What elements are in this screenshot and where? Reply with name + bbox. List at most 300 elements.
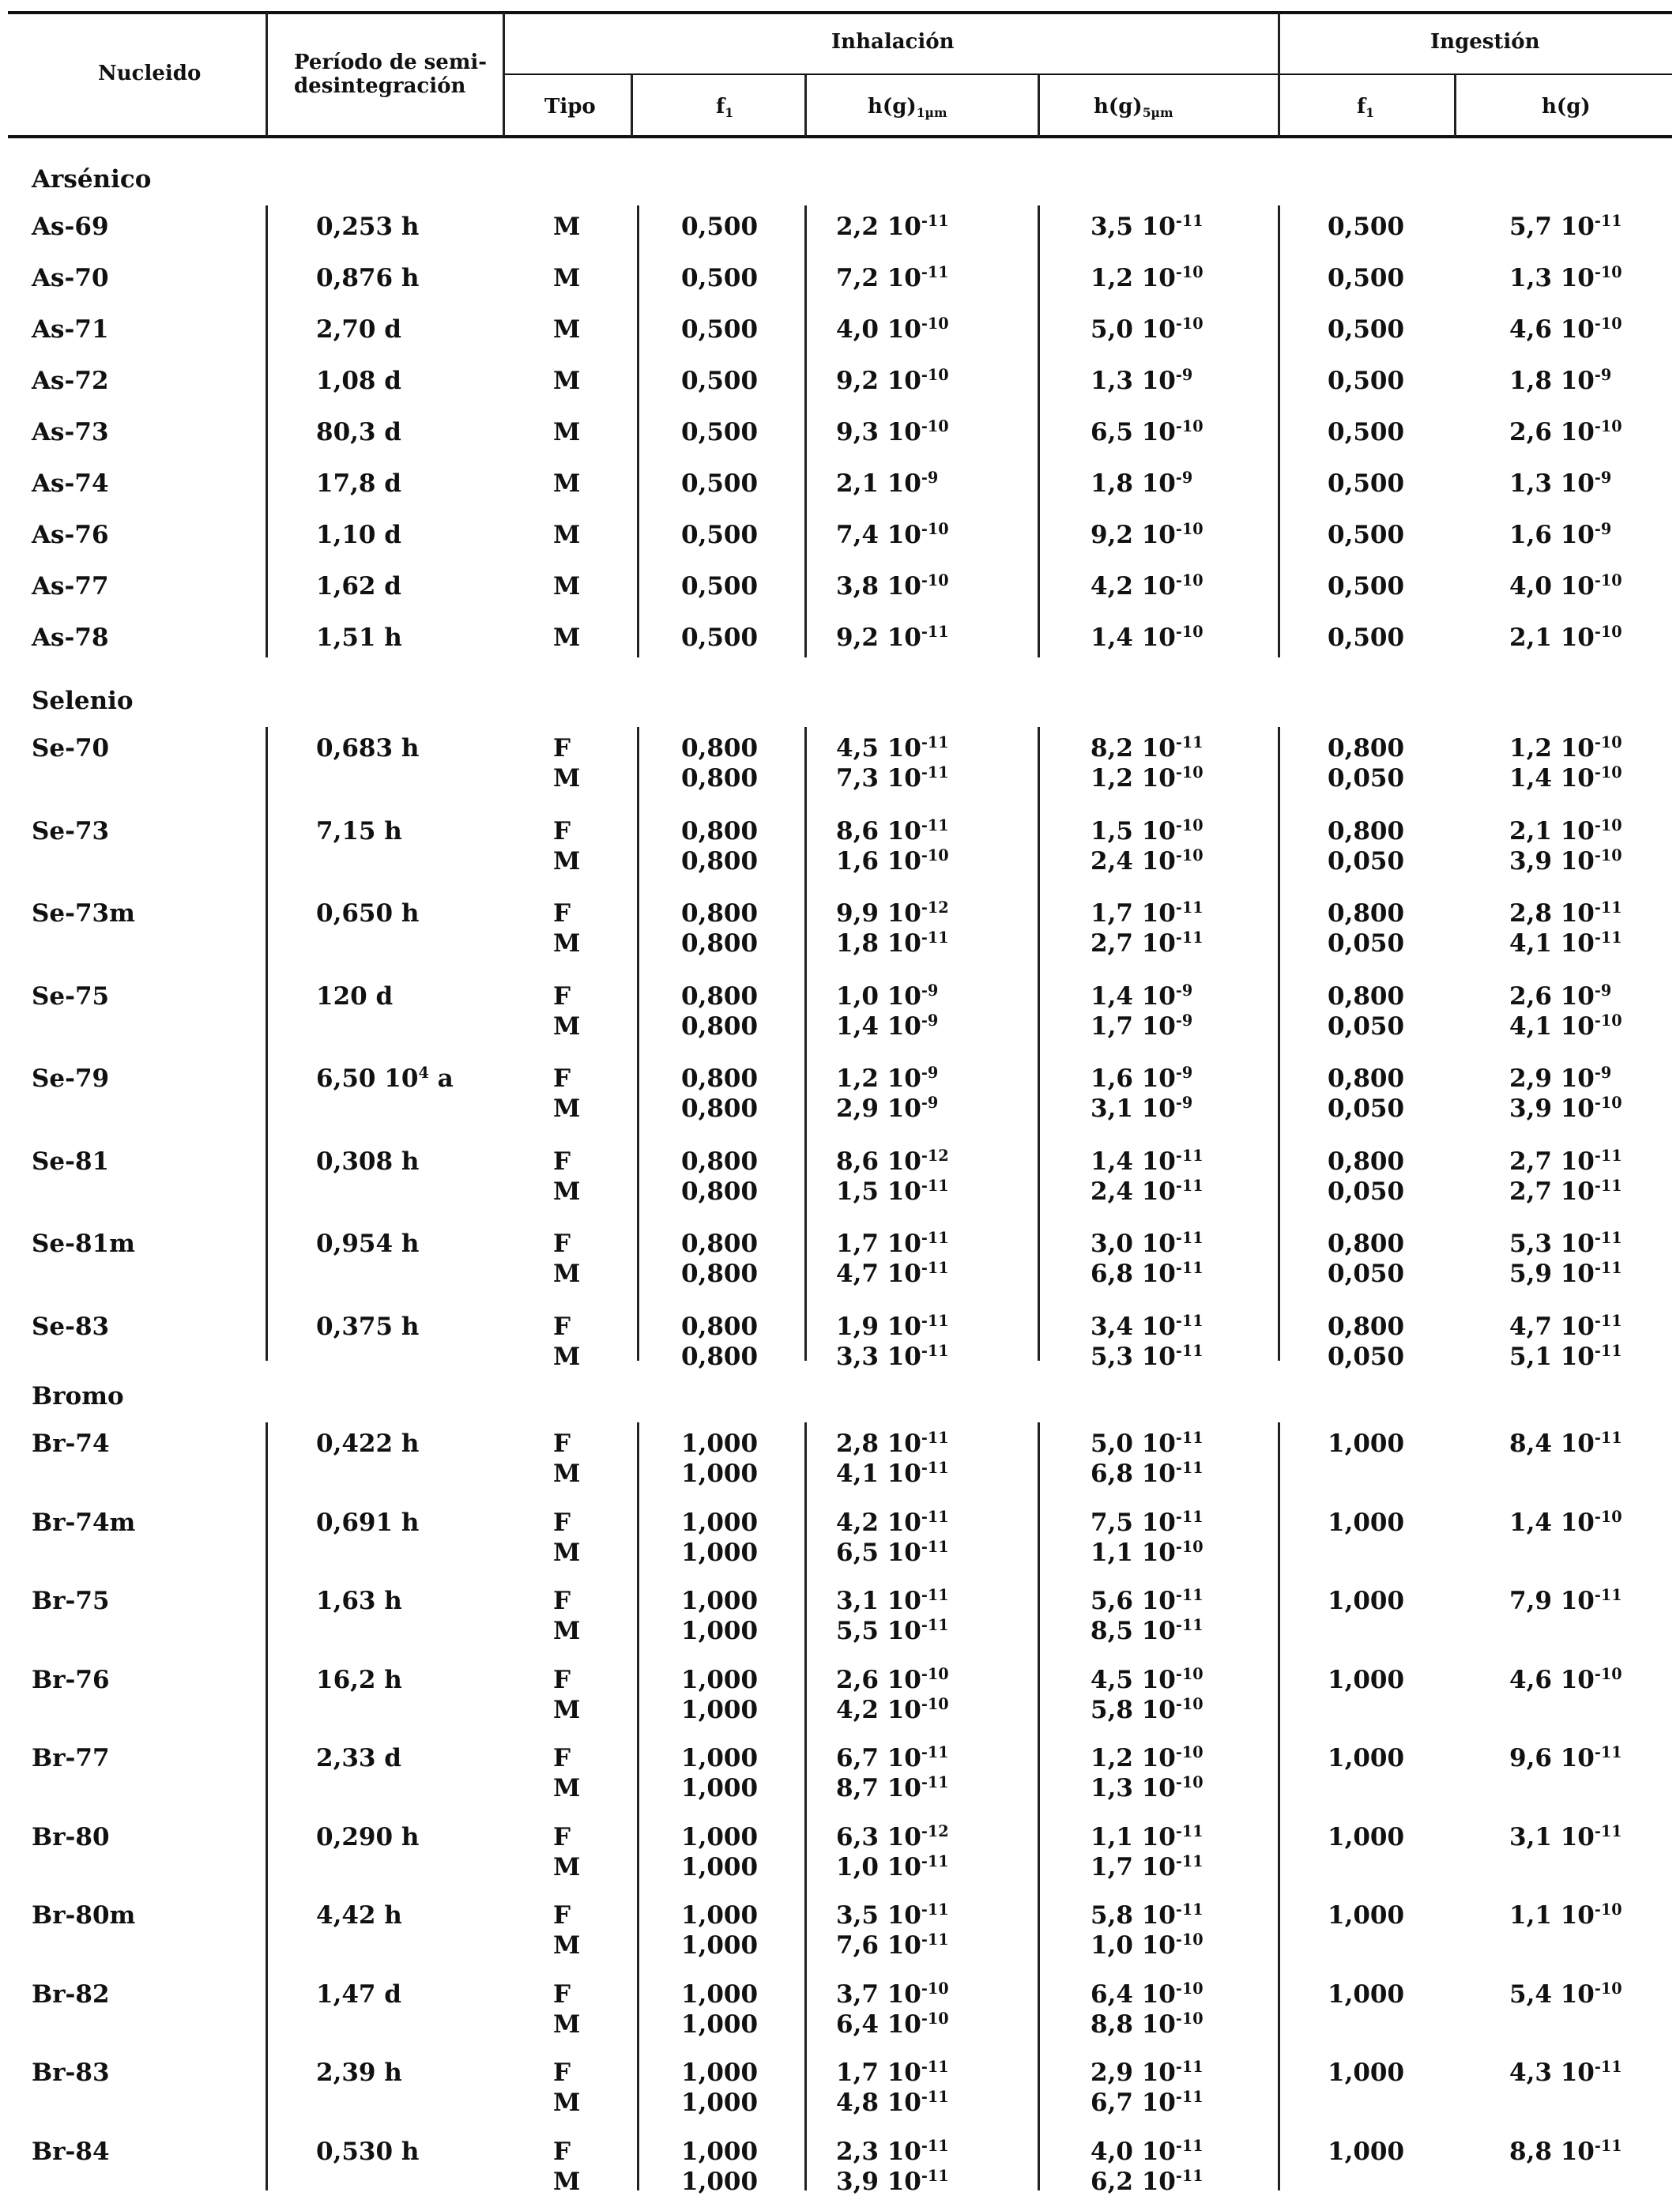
header-periodo-line2: desintegración xyxy=(294,74,466,98)
column-separator xyxy=(1278,1422,1280,2190)
absorption-type: M xyxy=(553,846,581,876)
inhalation-hg-1um: 7,4 $10^{-10}$ xyxy=(836,520,949,549)
inhalation-f1: 1,000 xyxy=(681,1901,759,1930)
absorption-type: M xyxy=(553,1617,581,1645)
ingestion-hg: 8,4 $10^{-11}$ xyxy=(1509,1429,1622,1458)
column-separator xyxy=(637,205,639,657)
half-life: 2,39 h xyxy=(316,2059,402,2087)
inhalation-hg-1um: 6,4 $10^{-10}$ xyxy=(836,2009,949,2039)
ingestion-hg: 5,4 $10^{-10}$ xyxy=(1509,1979,1622,2009)
inhalation-hg-1um: 1,0 $10^{-9}$ xyxy=(836,981,939,1011)
column-separator xyxy=(266,1422,268,2190)
absorption-type: F xyxy=(553,2137,571,2166)
half-life: 0,308 h xyxy=(316,1147,420,1176)
ingestion-hg: 1,8 $10^{-9}$ xyxy=(1509,366,1612,395)
ingestion-hg: 4,3 $10^{-11}$ xyxy=(1509,2058,1622,2087)
ingestion-f1: 0,050 xyxy=(1328,846,1405,876)
header-nucleido: Nucleido xyxy=(98,62,202,85)
ingestion-f1: 0,800 xyxy=(1328,1064,1405,1093)
inhalation-hg-1um: 7,3 $10^{-11}$ xyxy=(836,763,949,793)
ingestion-f1: 1,000 xyxy=(1328,2059,1405,2087)
inhalation-hg-5um: 1,2 $10^{-10}$ xyxy=(1090,763,1203,793)
absorption-type: M xyxy=(553,1931,581,1960)
ingestion-hg: 2,7 $10^{-11}$ xyxy=(1509,1176,1622,1206)
ingestion-hg: 1,1 $10^{-10}$ xyxy=(1509,1900,1622,1930)
absorption-type: M xyxy=(553,1774,581,1802)
absorption-type: M xyxy=(553,1342,581,1371)
inhalation-hg-5um: 1,4 $10^{-11}$ xyxy=(1090,1146,1203,1176)
absorption-type: F xyxy=(553,1822,571,1851)
half-life: 0,683 h xyxy=(316,734,420,763)
column-separator xyxy=(266,727,268,1361)
nuclide-name: As-78 xyxy=(32,623,109,652)
inhalation-hg-5um: 2,4 $10^{-11}$ xyxy=(1090,1176,1203,1206)
inhalation-hg-1um: 6,5 $10^{-11}$ xyxy=(836,1537,949,1567)
column-separator xyxy=(637,1422,639,2190)
absorption-type: F xyxy=(553,1230,571,1258)
ingestion-hg: 5,9 $10^{-11}$ xyxy=(1509,1259,1622,1288)
inhalation-hg-1um: 3,1 $10^{-11}$ xyxy=(836,1586,949,1615)
ingestion-hg: 1,6 $10^{-9}$ xyxy=(1509,520,1612,549)
inhalation-hg-1um: 6,7 $10^{-11}$ xyxy=(836,1743,949,1772)
absorption-type: M xyxy=(553,1538,581,1567)
absorption-type: M xyxy=(553,1460,581,1488)
inhalation-hg-5um: 9,2 $10^{-10}$ xyxy=(1090,520,1203,549)
header-tipo: Tipo xyxy=(544,95,596,119)
absorption-type: M xyxy=(553,623,581,652)
inhalation-hg-1um: 1,9 $10^{-11}$ xyxy=(836,1311,949,1341)
column-separator xyxy=(1038,205,1040,657)
half-life: 0,691 h xyxy=(316,1508,420,1537)
inhalation-f1: 1,000 xyxy=(681,1822,759,1851)
absorption-type: M xyxy=(553,2010,581,2039)
inhalation-hg-5um: 1,7 $10^{-9}$ xyxy=(1090,1011,1193,1041)
absorption-type: F xyxy=(553,1979,571,2009)
ingestion-f1: 1,000 xyxy=(1328,1979,1405,2009)
header-ingestion: Ingestión xyxy=(1430,30,1540,54)
absorption-type: F xyxy=(553,2059,571,2087)
ingestion-hg: 1,3 $10^{-9}$ xyxy=(1509,469,1612,498)
inhalation-hg-5um: 1,0 $10^{-10}$ xyxy=(1090,1930,1203,1960)
inhalation-hg-1um: 1,4 $10^{-9}$ xyxy=(836,1011,939,1041)
header-ing-hg: h(g) xyxy=(1542,95,1591,119)
inhalation-f1: 0,800 xyxy=(681,1064,759,1093)
ingestion-f1: 0,500 xyxy=(1328,367,1405,395)
inhalation-hg-5um: 1,1 $10^{-11}$ xyxy=(1090,1821,1203,1851)
inhalation-hg-5um: 6,5 $10^{-10}$ xyxy=(1090,417,1203,446)
header-sep-hg1 xyxy=(1038,75,1040,137)
ingestion-hg: 2,1 $10^{-10}$ xyxy=(1509,623,1622,652)
inhalation-f1: 0,500 xyxy=(681,367,759,395)
inhalation-hg-5um: 1,3 $10^{-9}$ xyxy=(1090,366,1193,395)
ingestion-hg: 5,3 $10^{-11}$ xyxy=(1509,1229,1622,1258)
nuclide-name: As-73 xyxy=(32,418,109,446)
inhalation-f1: 1,000 xyxy=(681,2059,759,2087)
absorption-type: F xyxy=(553,1508,571,1537)
absorption-type: M xyxy=(553,2167,581,2196)
nuclide-name: Br-76 xyxy=(32,1665,110,1694)
inhalation-f1: 0,800 xyxy=(681,1230,759,1258)
inhalation-hg-1um: 9,2 $10^{-11}$ xyxy=(836,623,949,652)
ingestion-f1: 0,050 xyxy=(1328,1094,1405,1123)
inhalation-hg-1um: 1,0 $10^{-11}$ xyxy=(836,1851,949,1881)
ingestion-f1: 0,500 xyxy=(1328,572,1405,601)
inhalation-hg-5um: 3,5 $10^{-11}$ xyxy=(1090,212,1203,241)
inhalation-hg-5um: 3,0 $10^{-11}$ xyxy=(1090,1229,1203,1258)
ingestion-f1: 0,800 xyxy=(1328,981,1405,1011)
ingestion-f1: 0,800 xyxy=(1328,1147,1405,1176)
ingestion-f1: 0,500 xyxy=(1328,213,1405,241)
header-ing-f1: $f_1$ xyxy=(1357,95,1375,120)
inhalation-hg-1um: 4,8 $10^{-11}$ xyxy=(836,2088,949,2117)
ingestion-f1: 0,050 xyxy=(1328,1177,1405,1206)
ingestion-f1: 0,050 xyxy=(1328,764,1405,793)
absorption-type: F xyxy=(553,1429,571,1458)
absorption-type: F xyxy=(553,816,571,846)
absorption-type: F xyxy=(553,1587,571,1615)
half-life: 1,62 d xyxy=(316,572,401,601)
ingestion-f1: 0,800 xyxy=(1328,1312,1405,1341)
column-separator xyxy=(1278,205,1280,657)
absorption-type: F xyxy=(553,1901,571,1930)
absorption-type: F xyxy=(553,1312,571,1341)
inhalation-hg-5um: 6,8 $10^{-11}$ xyxy=(1090,1259,1203,1288)
inhalation-hg-5um: 8,2 $10^{-11}$ xyxy=(1090,733,1203,763)
section-heading: Bromo xyxy=(32,1382,124,1411)
nuclide-name: Se-75 xyxy=(32,981,110,1011)
nuclide-name: As-76 xyxy=(32,521,109,549)
inhalation-f1: 1,000 xyxy=(681,2089,759,2117)
half-life: 2,70 d xyxy=(316,315,401,344)
ingestion-f1: 0,500 xyxy=(1328,623,1405,652)
inhalation-hg-5um: 1,4 $10^{-10}$ xyxy=(1090,623,1203,652)
absorption-type: M xyxy=(553,2089,581,2117)
inhalation-f1: 0,800 xyxy=(681,734,759,763)
half-life: 1,63 h xyxy=(316,1587,402,1615)
ingestion-f1: 0,500 xyxy=(1328,521,1405,549)
half-life: 6,50 $10^4$ a xyxy=(316,1064,454,1093)
ingestion-f1: 1,000 xyxy=(1328,1901,1405,1930)
absorption-type: F xyxy=(553,1744,571,1772)
inhalation-hg-1um: 4,5 $10^{-11}$ xyxy=(836,733,949,763)
ingestion-hg: 8,8 $10^{-11}$ xyxy=(1509,2136,1622,2166)
ingestion-hg: 2,1 $10^{-10}$ xyxy=(1509,815,1622,846)
inhalation-hg-1um: 9,2 $10^{-10}$ xyxy=(836,366,949,395)
inhalation-f1: 0,500 xyxy=(681,521,759,549)
nuclide-name: Se-73m xyxy=(32,899,135,928)
inhalation-hg-5um: 1,7 $10^{-11}$ xyxy=(1090,898,1203,928)
absorption-type: M xyxy=(553,213,581,241)
half-life: 17,8 d xyxy=(316,469,401,498)
inhalation-hg-1um: 4,2 $10^{-11}$ xyxy=(836,1507,949,1537)
ingestion-f1: 0,800 xyxy=(1328,734,1405,763)
header-hg-1um: $h(g)_{1\mu m}$ xyxy=(868,95,947,120)
nuclide-name: Se-73 xyxy=(32,816,110,846)
ingestion-hg: 3,9 $10^{-10}$ xyxy=(1509,846,1622,876)
half-life: 0,954 h xyxy=(316,1230,420,1258)
inhalation-f1: 0,800 xyxy=(681,1312,759,1341)
ingestion-hg: 5,1 $10^{-11}$ xyxy=(1509,1341,1622,1371)
nuclide-name: Br-84 xyxy=(32,2137,110,2166)
inhalation-hg-1um: 3,7 $10^{-10}$ xyxy=(836,1979,949,2009)
absorption-type: M xyxy=(553,469,581,498)
nuclide-name: As-70 xyxy=(32,264,109,292)
half-life: 4,42 h xyxy=(316,1901,402,1930)
inhalation-hg-1um: 1,5 $10^{-11}$ xyxy=(836,1176,949,1206)
inhalation-f1: 1,000 xyxy=(681,1744,759,1772)
absorption-type: F xyxy=(553,734,571,763)
inhalation-f1: 0,800 xyxy=(681,1342,759,1371)
inhalation-hg-5um: 1,2 $10^{-10}$ xyxy=(1090,263,1203,292)
absorption-type: M xyxy=(553,1011,581,1041)
inhalation-hg-1um: 7,2 $10^{-11}$ xyxy=(836,263,949,292)
inhalation-f1: 0,800 xyxy=(681,1177,759,1206)
inhalation-hg-5um: 1,8 $10^{-9}$ xyxy=(1090,469,1193,498)
inhalation-f1: 1,000 xyxy=(681,1665,759,1694)
header-f1: $f_1$ xyxy=(716,95,734,120)
ingestion-hg: 2,6 $10^{-10}$ xyxy=(1509,417,1622,446)
header-hg-5um: $h(g)_{5\mu m}$ xyxy=(1094,95,1173,120)
inhalation-f1: 0,500 xyxy=(681,469,759,498)
half-life: 2,33 d xyxy=(316,1744,401,1772)
column-separator xyxy=(1278,727,1280,1361)
inhalation-hg-1um: 1,6 $10^{-10}$ xyxy=(836,846,949,876)
inhalation-hg-5um: 1,7 $10^{-11}$ xyxy=(1090,1851,1203,1881)
inhalation-hg-1um: 4,0 $10^{-10}$ xyxy=(836,315,949,344)
inhalation-f1: 0,800 xyxy=(681,764,759,793)
ingestion-hg: 1,3 $10^{-10}$ xyxy=(1509,263,1622,292)
inhalation-f1: 0,800 xyxy=(681,929,759,958)
absorption-type: M xyxy=(553,521,581,549)
absorption-type: M xyxy=(553,1852,581,1881)
column-separator xyxy=(637,727,639,1361)
inhalation-hg-1um: 4,7 $10^{-11}$ xyxy=(836,1259,949,1288)
inhalation-f1: 0,800 xyxy=(681,1147,759,1176)
inhalation-hg-5um: 3,4 $10^{-11}$ xyxy=(1090,1311,1203,1341)
inhalation-f1: 1,000 xyxy=(681,2010,759,2039)
inhalation-f1: 1,000 xyxy=(681,2137,759,2166)
ingestion-hg: 4,6 $10^{-10}$ xyxy=(1509,315,1622,344)
nuclide-name: As-71 xyxy=(32,315,109,344)
inhalation-f1: 0,800 xyxy=(681,1094,759,1123)
half-life: 16,2 h xyxy=(316,1665,402,1694)
inhalation-f1: 0,500 xyxy=(681,315,759,344)
half-life: 0,422 h xyxy=(316,1429,420,1458)
inhalation-hg-5um: 6,7 $10^{-11}$ xyxy=(1090,2088,1203,2117)
inhalation-f1: 1,000 xyxy=(681,1538,759,1567)
inhalation-f1: 1,000 xyxy=(681,1931,759,1960)
inhalation-f1: 0,500 xyxy=(681,623,759,652)
nuclide-name: Br-74 xyxy=(32,1429,110,1458)
ingestion-f1: 0,800 xyxy=(1328,816,1405,846)
half-life: 1,10 d xyxy=(316,521,401,549)
inhalation-f1: 0,500 xyxy=(681,213,759,241)
inhalation-f1: 0,500 xyxy=(681,418,759,446)
ingestion-hg: 7,9 $10^{-11}$ xyxy=(1509,1586,1622,1615)
inhalation-hg-5um: 6,8 $10^{-11}$ xyxy=(1090,1459,1203,1488)
absorption-type: M xyxy=(553,418,581,446)
ingestion-f1: 1,000 xyxy=(1328,2137,1405,2166)
inhalation-f1: 1,000 xyxy=(681,1587,759,1615)
absorption-type: F xyxy=(553,1147,571,1176)
inhalation-hg-5um: 4,0 $10^{-11}$ xyxy=(1090,2136,1203,2166)
inhalation-f1: 0,800 xyxy=(681,899,759,928)
inhalation-hg-1um: 6,3 $10^{-12}$ xyxy=(836,1821,949,1851)
inhalation-f1: 0,800 xyxy=(681,816,759,846)
inhalation-f1: 0,800 xyxy=(681,1011,759,1041)
inhalation-hg-1um: 5,5 $10^{-11}$ xyxy=(836,1616,949,1645)
inhalation-f1: 1,000 xyxy=(681,2167,759,2196)
inhalation-hg-5um: 5,6 $10^{-11}$ xyxy=(1090,1586,1203,1615)
column-separator xyxy=(1038,727,1040,1361)
nuclide-name: As-74 xyxy=(32,469,109,498)
section-heading: Selenio xyxy=(32,687,134,715)
nuclide-name: Br-77 xyxy=(32,1744,110,1772)
inhalation-hg-1um: 2,2 $10^{-11}$ xyxy=(836,212,949,241)
absorption-type: M xyxy=(553,929,581,958)
inhalacion-rule xyxy=(504,73,1672,75)
inhalation-hg-5um: 5,0 $10^{-10}$ xyxy=(1090,315,1203,344)
ingestion-f1: 0,500 xyxy=(1328,264,1405,292)
inhalation-hg-5um: 1,4 $10^{-9}$ xyxy=(1090,981,1193,1011)
nuclide-name: Br-75 xyxy=(32,1587,110,1615)
inhalation-hg-5um: 5,8 $10^{-11}$ xyxy=(1090,1900,1203,1930)
header-bottom-rule xyxy=(8,135,1672,138)
header-sep-f1 xyxy=(804,75,807,137)
ingestion-f1: 0,500 xyxy=(1328,469,1405,498)
nuclide-name: Se-83 xyxy=(32,1312,110,1341)
inhalation-hg-1um: 3,5 $10^{-11}$ xyxy=(836,1900,949,1930)
half-life: 0,253 h xyxy=(316,213,420,241)
inhalation-hg-1um: 2,3 $10^{-11}$ xyxy=(836,2136,949,2166)
inhalation-hg-1um: 9,3 $10^{-10}$ xyxy=(836,417,949,446)
half-life: 1,51 h xyxy=(316,623,402,652)
absorption-type: M xyxy=(553,1695,581,1724)
column-separator xyxy=(804,1422,807,2190)
inhalation-hg-5um: 2,4 $10^{-10}$ xyxy=(1090,846,1203,876)
table-top-rule xyxy=(8,11,1672,14)
absorption-type: F xyxy=(553,1665,571,1694)
ingestion-hg: 4,7 $10^{-11}$ xyxy=(1509,1311,1622,1341)
ingestion-hg: 4,6 $10^{-10}$ xyxy=(1509,1664,1622,1694)
ingestion-f1: 1,000 xyxy=(1328,1508,1405,1537)
ingestion-f1: 0,800 xyxy=(1328,1230,1405,1258)
inhalation-f1: 0,800 xyxy=(681,846,759,876)
inhalation-hg-1um: 3,3 $10^{-11}$ xyxy=(836,1341,949,1371)
inhalation-hg-1um: 7,6 $10^{-11}$ xyxy=(836,1930,949,1960)
inhalation-hg-1um: 2,6 $10^{-10}$ xyxy=(836,1664,949,1694)
inhalation-hg-1um: 1,7 $10^{-11}$ xyxy=(836,1229,949,1258)
header-sep-1 xyxy=(266,13,268,137)
inhalation-hg-5um: 2,7 $10^{-11}$ xyxy=(1090,928,1203,958)
header-inhalacion: Inhalación xyxy=(831,30,955,54)
nuclide-name: Br-82 xyxy=(32,1979,110,2009)
inhalation-hg-5um: 6,2 $10^{-11}$ xyxy=(1090,2166,1203,2196)
inhalation-hg-5um: 5,0 $10^{-11}$ xyxy=(1090,1429,1203,1458)
ingestion-f1: 0,800 xyxy=(1328,899,1405,928)
absorption-type: M xyxy=(553,1094,581,1123)
inhalation-hg-5um: 1,2 $10^{-10}$ xyxy=(1090,1743,1203,1772)
ingestion-hg: 3,1 $10^{-11}$ xyxy=(1509,1821,1622,1851)
nuclide-name: As-69 xyxy=(32,213,109,241)
inhalation-hg-5um: 1,6 $10^{-9}$ xyxy=(1090,1064,1193,1093)
inhalation-hg-1um: 2,9 $10^{-9}$ xyxy=(836,1094,939,1123)
half-life: 80,3 d xyxy=(316,418,401,446)
absorption-type: F xyxy=(553,981,571,1011)
column-separator xyxy=(266,205,268,657)
ingestion-hg: 2,8 $10^{-11}$ xyxy=(1509,898,1622,928)
ingestion-f1: 1,000 xyxy=(1328,1744,1405,1772)
inhalation-f1: 1,000 xyxy=(681,1695,759,1724)
header-sep-tipo xyxy=(631,75,633,137)
ingestion-hg: 2,9 $10^{-9}$ xyxy=(1509,1064,1612,1093)
ingestion-hg: 4,0 $10^{-10}$ xyxy=(1509,571,1622,601)
inhalation-hg-1um: 1,7 $10^{-11}$ xyxy=(836,2058,949,2087)
absorption-type: M xyxy=(553,1177,581,1206)
inhalation-f1: 1,000 xyxy=(681,1774,759,1802)
column-separator xyxy=(804,205,807,657)
inhalation-hg-1um: 3,8 $10^{-10}$ xyxy=(836,571,949,601)
header-sep-ing xyxy=(1454,75,1456,137)
inhalation-f1: 1,000 xyxy=(681,1617,759,1645)
inhalation-hg-1um: 2,1 $10^{-9}$ xyxy=(836,469,939,498)
absorption-type: M xyxy=(553,264,581,292)
ingestion-f1: 0,050 xyxy=(1328,1260,1405,1288)
inhalation-hg-5um: 5,8 $10^{-10}$ xyxy=(1090,1694,1203,1724)
absorption-type: M xyxy=(553,1260,581,1288)
nuclide-name: Br-80 xyxy=(32,1822,110,1851)
inhalation-f1: 1,000 xyxy=(681,1852,759,1881)
ingestion-f1: 1,000 xyxy=(1328,1665,1405,1694)
inhalation-hg-5um: 8,8 $10^{-10}$ xyxy=(1090,2009,1203,2039)
inhalation-hg-1um: 2,8 $10^{-11}$ xyxy=(836,1429,949,1458)
ingestion-hg: 5,7 $10^{-11}$ xyxy=(1509,212,1622,241)
ingestion-hg: 2,7 $10^{-11}$ xyxy=(1509,1146,1622,1176)
nuclide-name: Se-81 xyxy=(32,1147,110,1176)
ingestion-f1: 0,050 xyxy=(1328,929,1405,958)
ingestion-hg: 2,6 $10^{-9}$ xyxy=(1509,981,1612,1011)
ingestion-hg: 1,4 $10^{-10}$ xyxy=(1509,763,1622,793)
half-life: 1,47 d xyxy=(316,1979,401,2009)
ingestion-hg: 4,1 $10^{-10}$ xyxy=(1509,1011,1622,1041)
inhalation-f1: 1,000 xyxy=(681,1979,759,2009)
half-life: 1,08 d xyxy=(316,367,401,395)
nuclide-name: Br-74m xyxy=(32,1508,136,1537)
inhalation-f1: 0,500 xyxy=(681,572,759,601)
section-heading: Arsénico xyxy=(32,165,152,194)
ingestion-f1: 1,000 xyxy=(1328,1587,1405,1615)
half-life: 0,876 h xyxy=(316,264,420,292)
inhalation-hg-1um: 1,2 $10^{-9}$ xyxy=(836,1064,939,1093)
nuclide-name: Se-70 xyxy=(32,734,110,763)
half-life: 0,650 h xyxy=(316,899,420,928)
nuclide-name: Se-81m xyxy=(32,1230,135,1258)
half-life: 120 d xyxy=(316,981,394,1011)
column-separator xyxy=(1038,1422,1040,2190)
inhalation-f1: 0,500 xyxy=(681,264,759,292)
inhalation-hg-5um: 2,9 $10^{-11}$ xyxy=(1090,2058,1203,2087)
absorption-type: F xyxy=(553,1064,571,1093)
inhalation-hg-5um: 8,5 $10^{-11}$ xyxy=(1090,1616,1203,1645)
inhalation-f1: 0,800 xyxy=(681,1260,759,1288)
inhalation-hg-1um: 3,9 $10^{-11}$ xyxy=(836,2166,949,2196)
inhalation-hg-5um: 3,1 $10^{-9}$ xyxy=(1090,1094,1193,1123)
inhalation-hg-1um: 4,2 $10^{-10}$ xyxy=(836,1694,949,1724)
ingestion-hg: 3,9 $10^{-10}$ xyxy=(1509,1094,1622,1123)
column-separator xyxy=(804,727,807,1361)
half-life: 0,530 h xyxy=(316,2137,420,2166)
inhalation-hg-5um: 4,2 $10^{-10}$ xyxy=(1090,571,1203,601)
